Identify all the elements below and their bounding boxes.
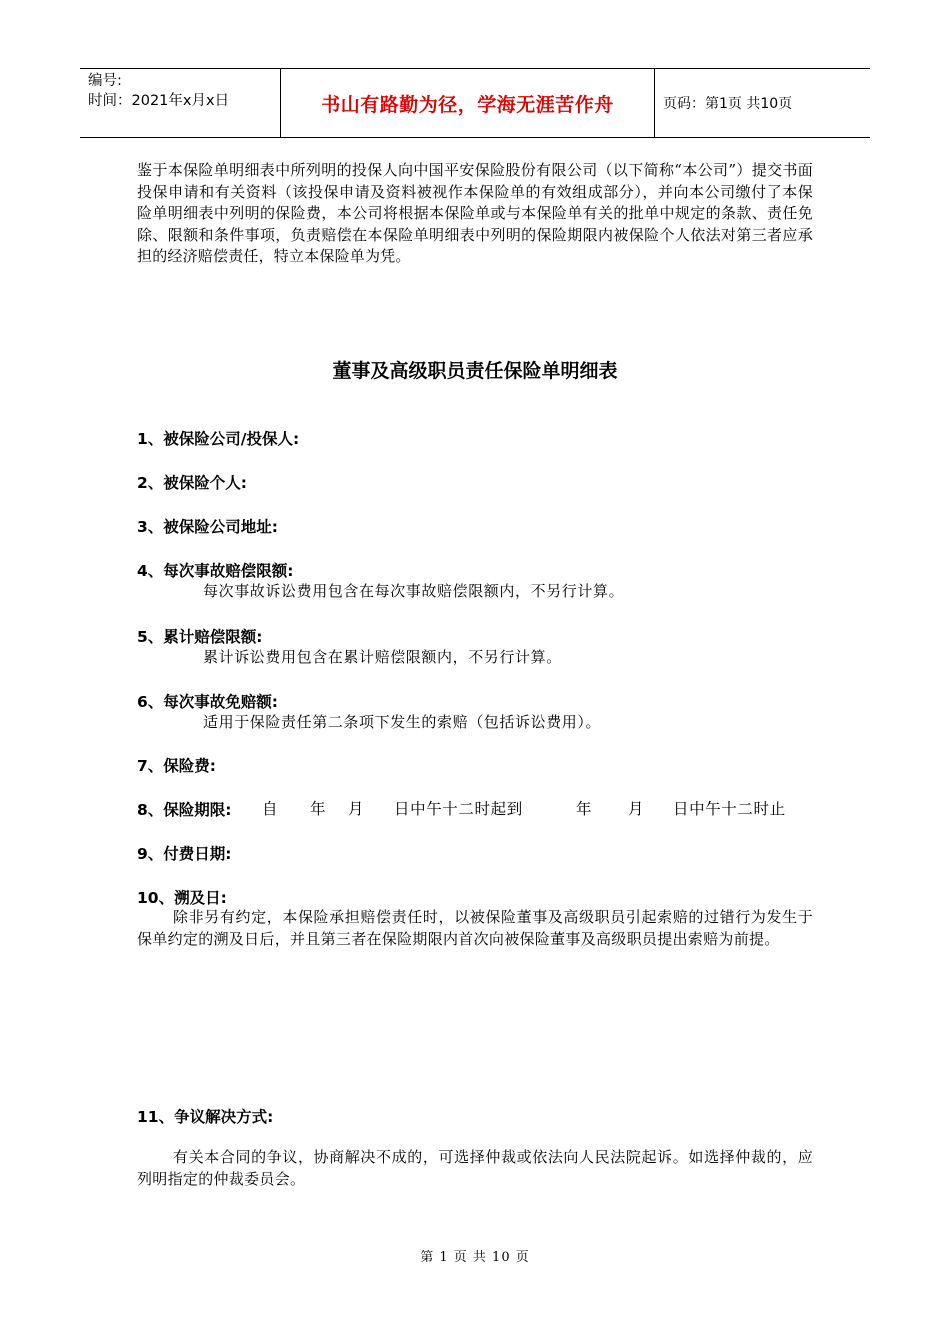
period-year-2: 年 — [576, 800, 593, 818]
item-per-claim-limit: 4、每次事故赔偿限额: — [137, 562, 294, 580]
item-payment-date: 9、付费日期: — [137, 845, 232, 863]
page-footer: 第 1 页 共 10 页 — [420, 1250, 530, 1265]
period-from: 自 — [262, 800, 279, 818]
period-end-time: 日中午十二时止 — [673, 800, 786, 818]
document-title: 董事及高级职员责任保险单明细表 — [332, 360, 618, 382]
item-aggregate-limit-note: 累计诉讼费用包含在累计赔偿限额内，不另行计算。 — [203, 648, 562, 666]
item-insurance-period: 8、保险期限: — [137, 801, 232, 819]
period-month-1: 月 — [348, 800, 365, 818]
item-aggregate-limit: 5、累计赔偿限额: — [137, 628, 263, 646]
dispute-resolution-note: 有关本合同的争议，协商解决不成的，可选择仲裁或依法向人民法院起诉。如选择仲裁的，应列明指定的仲裁委员会。 — [137, 1148, 813, 1188]
header-motto: 书山有路勤为径，学海无涯苦作舟 — [281, 69, 655, 137]
item-dispute-resolution: 11、争议解决方式: — [137, 1108, 274, 1126]
insurance-period-line — [262, 797, 786, 819]
item-deductible-note: 适用于保险责任第二条项下发生的索赔（包括诉讼费用）。 — [203, 713, 602, 731]
intro-paragraph: 鉴于本保险单明细表中所列明的投保人向中国平安保险股份有限公司（以下简称“本公司”）提交书面投保申请和有关资料（该投保申请及资料被视作本保险单的有效组成部分），并向本公司缴付了本保险单明细表中列明的保险费，本公司将根据本保险单或与本保险单有关的批单中规定的条款、责任免除、限额和条件事项，负责赔偿在本保险单明细表中列明的保险期限内被保险个人依法对第三者应承担的经济赔偿责任，特立本保险单为凭。 — [137, 161, 813, 265]
period-month-2: 月 — [628, 800, 645, 818]
item-insured-company: 1、被保险公司/投保人: — [137, 430, 300, 448]
number-label: 编号: — [88, 73, 122, 89]
period-start-time: 日中午十二时起到 — [394, 800, 523, 818]
period-year-1: 年 — [310, 800, 327, 818]
header-meta — [80, 69, 281, 137]
item-deductible: 6、每次事故免赔额: — [137, 693, 278, 711]
item-insured-individual: 2、被保险个人: — [137, 474, 247, 492]
item-company-address: 3、被保险公司地址: — [137, 518, 278, 536]
retroactive-date-note: 除非另有约定，本保险承担赔偿责任时，以被保险董事及高级职员引起索赔的过错行为发生于保单约定的溯及日后，并且第三者在保险期限内首次向被保险董事及高级职员提出索赔为前提。 — [137, 908, 813, 948]
time-label: 时间：2021年x月x日 — [88, 93, 230, 109]
item-per-claim-limit-note: 每次事故诉讼费用包含在每次事故赔偿限额内，不另行计算。 — [203, 582, 625, 600]
item-retroactive-date: 10、溯及日: — [137, 889, 227, 907]
item-premium: 7、保险费: — [137, 757, 216, 775]
page-header — [80, 68, 870, 138]
header-page-info: 页码：第1页 共10页 — [663, 96, 793, 112]
